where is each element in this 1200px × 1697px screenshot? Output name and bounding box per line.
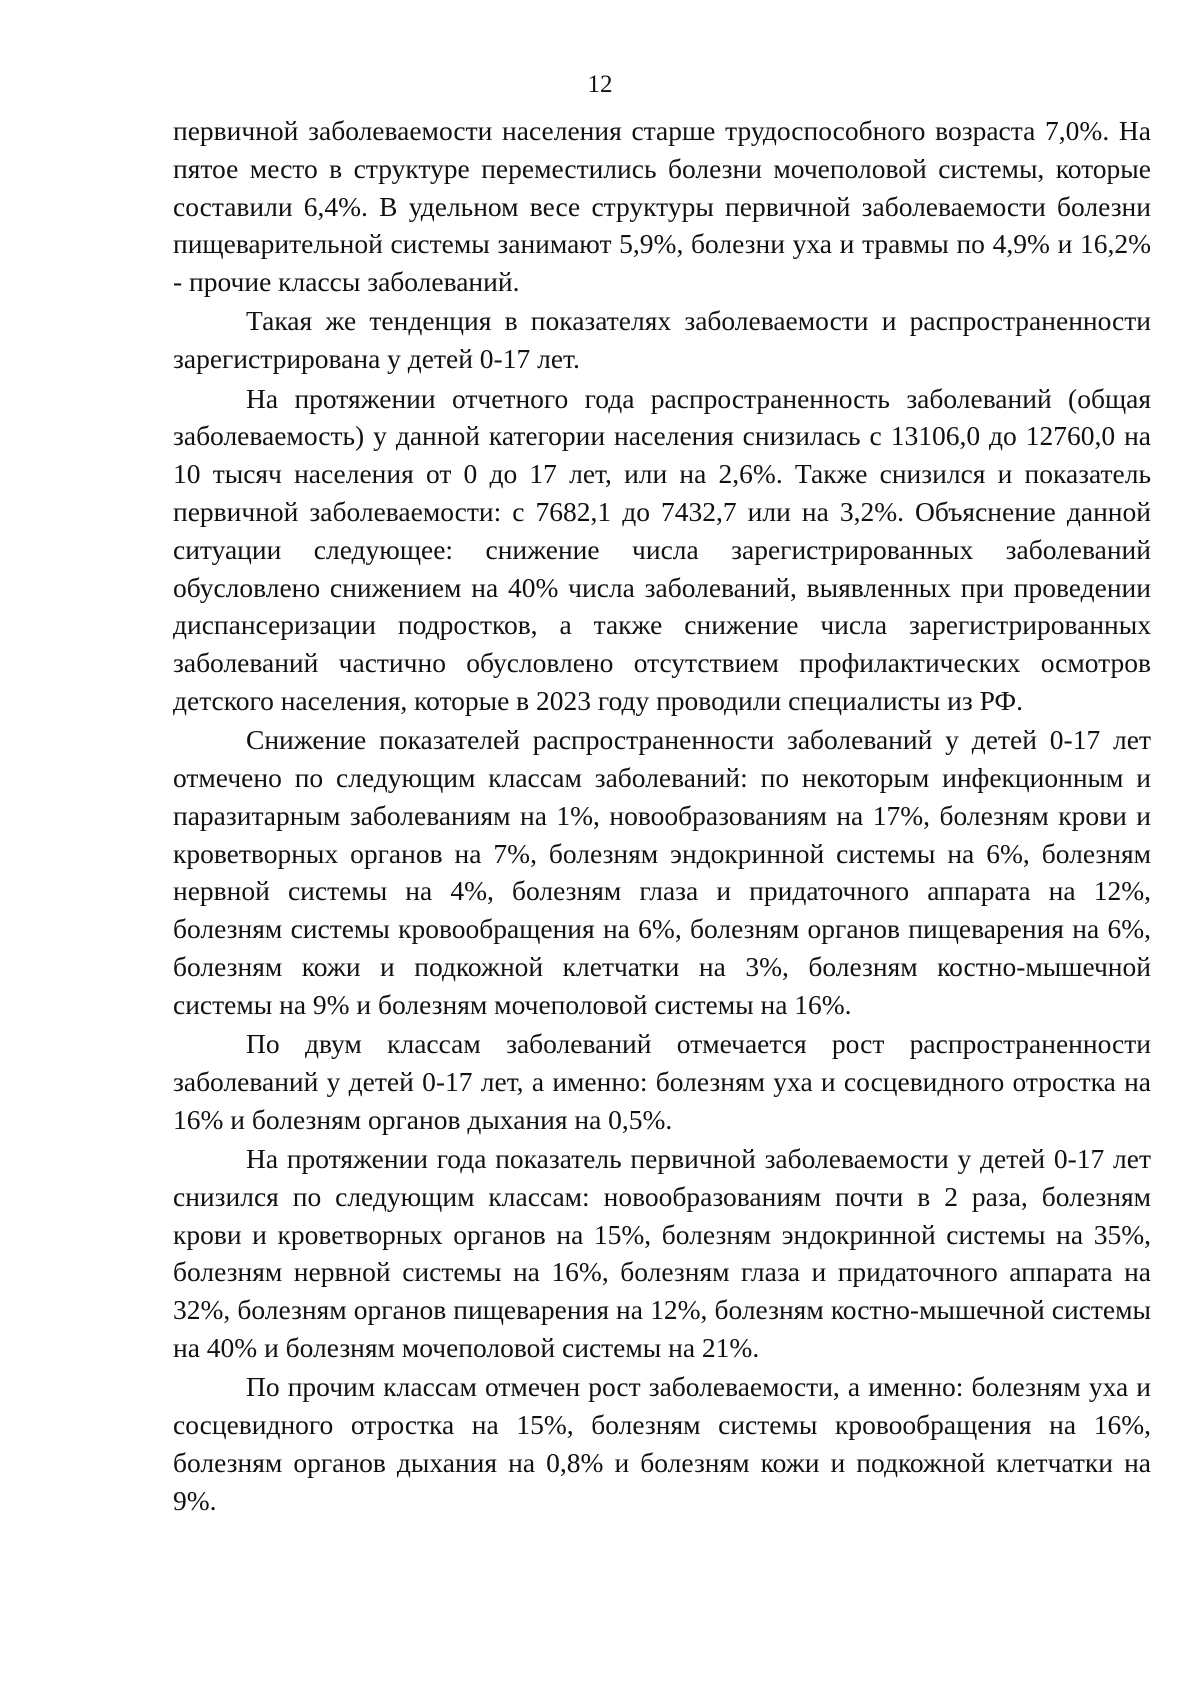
page-number: 12 bbox=[587, 71, 613, 98]
paragraph-increase-classes: По двум классам заболеваний отмечается рост распространенности заболеваний у детей 0-17 лет, а именно: болезням уха и сосцевидного отростка на 16% и болезням органов дыхания на 0,5%. bbox=[173, 1028, 1151, 1135]
document-body bbox=[173, 112, 1151, 1519]
paragraph-prevalence: На протяжении отчетного года распространенность заболеваний (общая заболеваемость) у данной категории населения снизилась с 13106,0 до 12760,0 на 10 тысяч населения от 0 до 17 лет, или на 2,6%. Также снизился и показатель первичной заболеваемости: с 7682,1 до 7432,7 или на 3,2%. Объяснение данной ситуации следующее: снижение числа зарегистрированных заболеваний обусловлено снижением на 40% числа заболеваний, выявленных при проведении диспансеризации подростков, а также снижение числа зарегистрированных заболеваний частично обусловлено отсутствием профилактических осмотров детского населения, которые в 2023 году проводили специалисты из РФ. bbox=[173, 382, 1151, 716]
paragraph-continuation: первичной заболеваемости населения старше трудоспособного возраста 7,0%. На пятое место в структуре переместились болезни мочеполовой системы, которые составили 6,4%. В удельном весе структуры первичной заболеваемости болезни пищеварительной системы занимают 5,9%, болезни уха и травмы по 4,9% и 16,2% - прочие классы заболеваний. bbox=[173, 115, 1151, 298]
paragraph-trend: Такая же тенденция в показателях заболеваемости и распространенности зарегистрирована у детей 0-17 лет. bbox=[173, 305, 1151, 375]
paragraph-decrease-classes: Снижение показателей распространенности заболеваний у детей 0-17 лет отмечено по следующим классам заболеваний: по некоторым инфекционным и паразитарным заболеваниям на 1%, новообразованиям на 17%, болезням крови и кроветворных органов на 7%, болезням эндокринной системы на 6%, болезням нервной системы на 4%, болезням глаза и придаточного аппарата на 12%, болезням системы кровообращения на 6%, болезням органов пищеварения на 6%, болезням кожи и подкожной клетчатки на 3%, болезням костно-мышечной системы на 9% и болезням мочеполовой системы на 16%. bbox=[173, 724, 1151, 1020]
paragraph-primary-increase: По прочим классам отмечен рост заболеваемости, а именно: болезням уха и сосцевидного отростка на 15%, болезням системы кровообращения на 16%, болезням органов дыхания на 0,8% и болезням кожи и подкожной клетчатки на 9%. bbox=[173, 1371, 1151, 1516]
paragraph-primary-decrease: На протяжении года показатель первичной заболеваемости у детей 0-17 лет снизился по следующим классам: новообразованиям почти в 2 раза, болезням крови и кроветворных органов на 15%, болезням эндокринной системы на 35%, болезням нервной системы на 16%, болезням глаза и придаточного аппарата на 32%, болезням органов пищеварения на 12%, болезням костно-мышечной системы на 40% и болезням мочеполовой системы на 21%. bbox=[173, 1143, 1151, 1363]
